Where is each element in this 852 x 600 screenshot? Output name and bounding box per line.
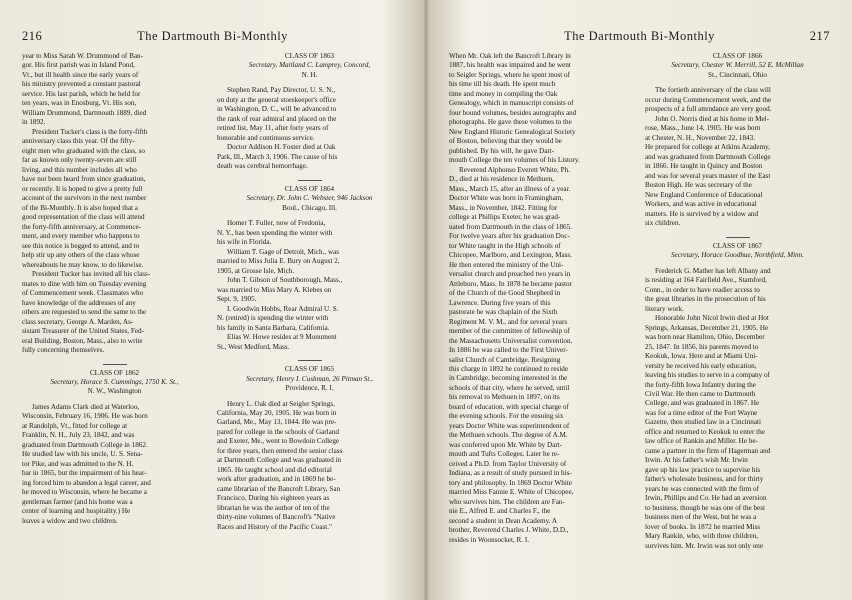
text-line: literary work. — [645, 304, 684, 313]
text-line: Mary Rankin, who, with three children, — [645, 532, 759, 541]
text-line: John T. Gibson of Southborough, Mass., — [227, 276, 343, 285]
running-head: The Dartmouth Bi-Monthly — [137, 29, 288, 43]
text-line: in Washington, D. C., will be advanced to — [217, 105, 337, 114]
class-heading: CLASS OF 1865 — [284, 365, 335, 374]
text-line: business men of the West, but he was a — [645, 513, 757, 522]
text-line: board of education, with special charge of — [449, 402, 569, 411]
text-line: ten years, was in Enosburg, Vt. His son, — [22, 99, 137, 108]
text-line: of Commencement week. Classmates who — [22, 289, 144, 298]
text-line: Stephen Rand, Pay Director, U. S. N., — [227, 86, 335, 95]
text-line: year to Miss Sarah W. Drummond of Ban- — [22, 52, 143, 60]
text-line: center of learning and hospitality.) He — [22, 507, 131, 516]
text-line: Attleboro, Mass. In 1878 he became pastor — [449, 279, 572, 288]
text-line: work after graduation, and in 1869 he be- — [217, 475, 336, 484]
text-line: whereabouts he may know, to do likewise. — [22, 260, 144, 269]
class-secretary: Secretary, Dr. John C. Webster, 946 Jackson — [246, 194, 373, 203]
text-line: eight men who graduated with the class, so — [22, 146, 145, 155]
text-line: gave up his law practice to supervise his — [645, 465, 761, 474]
text-line: was conferred upon Mr. White by Dart- — [449, 440, 563, 449]
text-line: Sept. 9, 1905. — [217, 295, 257, 304]
text-line: his ministry prevented a constant pastoral — [22, 80, 141, 89]
text-line: Honorable John Nicol Irwin died at Hot — [655, 314, 769, 323]
text-line: College, and was graduated in 1867. He — [645, 399, 760, 408]
text-line: fully concerning themselves. — [22, 346, 105, 355]
text-line: law office of Rankin and Miller. He be- — [645, 437, 758, 446]
text-line: service. His last parish, which he held for — [22, 89, 141, 98]
text-line: New England Historic Genealogical Society — [449, 127, 576, 136]
text-line: Francisco. During his eighteen years as — [217, 494, 330, 503]
text-line: help stir up any others of the class whose — [22, 251, 140, 260]
text-line: he moved to Wisconsin, where he became a — [22, 488, 147, 497]
page-number: 216 — [22, 29, 43, 43]
text-line: class secretary, George A. Marden, As- — [22, 317, 134, 326]
text-line: occur during Commencement week, and the — [645, 95, 772, 104]
text-line: second a student in Dean Academy. A — [449, 516, 558, 525]
text-line: Wisconsin, February 16, 1906. He was born — [22, 412, 148, 421]
left-column-2 — [217, 52, 402, 532]
text-line: at Randolph, Vt., fitted for college at — [22, 421, 128, 430]
text-line: leaving his studies to serve in a company of — [645, 371, 770, 380]
text-line: six children. — [645, 219, 681, 228]
text-line: Boston High. He was secretary of the — [645, 181, 752, 190]
text-line: account of the survivors in the next number — [22, 194, 147, 203]
right-column-1 — [449, 52, 634, 545]
class-secretary-address: Boul., Chicago, Ill. — [282, 203, 337, 212]
text-line: He studied law with his uncle, U. S. Sena- — [22, 450, 143, 459]
text-line: the forty-fifth anniversary, at Commence- — [22, 222, 142, 231]
text-line: William T. Gage of Detroit, Mich., was — [227, 247, 340, 256]
text-line: far as known only twenty-seven are still — [22, 156, 137, 165]
text-line: Mass., March 15, after an illness of a year. — [449, 184, 571, 193]
text-line: in 1892. — [22, 118, 46, 127]
text-line: brother, Reverend Charles J. White, D.D., — [449, 526, 569, 535]
text-line: came a partner in the firm of Hagerman and — [645, 446, 771, 455]
text-line: versity he received his early education, — [645, 361, 757, 370]
text-line: good representation of the class will attend — [22, 213, 145, 222]
text-line: and was for several years master of the East — [645, 171, 771, 180]
text-line: President Tucker has invited all his class- — [32, 270, 151, 279]
text-line: Elias W. Howe resides at 9 Monument — [227, 333, 337, 342]
text-line: bar in 1865, but the impairment of his hear- — [22, 469, 147, 478]
section-rule — [103, 364, 127, 365]
text-line: of Boston, believing that they would be — [449, 137, 562, 146]
section-rule — [298, 180, 322, 181]
text-line: his removal to Methuen in 1897, on its — [449, 393, 560, 402]
text-line: see this notice is begged to attend, and to — [22, 241, 140, 250]
class-heading: CLASS OF 1867 — [712, 241, 763, 250]
text-line: was born near Hamilton, Ohio, December — [645, 333, 765, 342]
text-line: Irwin, Phillips and Co. He had an aversion — [645, 494, 767, 503]
class-heading: CLASS OF 1866 — [712, 52, 763, 60]
text-line: Franklin, N. H., July 23, 1842, and was — [22, 431, 135, 440]
text-line: prospects of a full attendance are very good. — [645, 105, 772, 114]
text-line: the Massachusetts Universalist convention. — [449, 336, 573, 345]
text-line: When Mr. Oak left the Bancroft Library in — [449, 52, 571, 60]
class-secretary: Secretary, Horace S. Cummings, 1750 K. St., — [50, 377, 179, 386]
text-line: John O. Norris died at his home in Mel- — [655, 114, 770, 123]
text-line: years he was connected with the firm of — [645, 484, 760, 493]
text-line: ment, and every member who happens to — [22, 232, 140, 241]
text-line: schools of that city, where he served, until — [449, 383, 570, 392]
text-line: who survives him. The children are Fan- — [449, 497, 565, 506]
left-page — [0, 0, 425, 600]
text-line: Garland, Me., May 13, 1844. He was pre- — [217, 418, 337, 427]
class-secretary-address: Providence, R. I. — [285, 384, 334, 393]
text-line: graduated from Dartmouth College in 1862. — [22, 440, 148, 449]
text-line: on duty at the general storekeeper's office — [217, 95, 336, 104]
text-line: death was cerebral hemorrhage. — [217, 162, 308, 171]
text-line: living, and this number includes all who — [22, 165, 137, 174]
text-line: Conn., in order to have readier access to — [645, 285, 760, 294]
class-secretary-address: N. W., Washington — [87, 387, 142, 396]
text-line: and Exeter, Me., went to Bowdoin College — [217, 437, 340, 446]
text-line: Regiment M. V. M., and for several years — [449, 317, 568, 326]
text-line: 1865. He taught school and did editorial — [217, 465, 332, 474]
text-line: ing forced him to abandon a legal career, and — [22, 478, 151, 487]
text-line: resides in Woonsocket, R. I. — [449, 535, 530, 544]
text-line: I. Goodwin Hobbs, Rear Admiral U. S. — [227, 304, 339, 313]
text-line: James Adams Clark died at Waterloo, — [32, 402, 140, 411]
text-line: his time till his death. He spent much — [449, 80, 556, 89]
text-line: rose, Mass., June 14, 1905. He was born — [645, 124, 761, 133]
text-line: anniversary class this year. Of the fifty- — [22, 137, 135, 146]
text-line: have not been heard from since graduation, — [22, 175, 146, 184]
text-line: Lawrence. During five years of this — [449, 298, 551, 307]
text-line: Genealogy, which in manuscript consists of — [449, 99, 574, 108]
text-line: his family in Santa Barbara, California. — [217, 323, 330, 332]
text-line: was married to Miss Mary A. Klebes on — [217, 285, 332, 294]
text-line: sistant Treasurer of the United States, Fed- — [22, 327, 144, 336]
text-line: retired list, May 11, after forty years of — [217, 124, 329, 133]
section-rule — [726, 237, 750, 238]
text-line: Park, Ill., March 3, 1906. The cause of his — [217, 152, 338, 161]
class-secretary-address: St., Cincinnati, Ohio — [708, 70, 767, 79]
text-line: In 1886 he was called to the First Univer- — [449, 346, 568, 355]
text-line: years Doctor White was superintendent of — [449, 421, 570, 430]
text-line: this charge in 1892 he continued to reside — [449, 364, 569, 373]
text-line: gentleman farmer (and his home was a — [22, 497, 133, 506]
text-line: He then entered the ministry of the Uni- — [449, 260, 564, 269]
text-line: leaves a widow and two children. — [22, 516, 118, 525]
text-line: D., died at his residence in Methuen, — [449, 175, 554, 184]
text-line: mates to dine with him on Tuesday evening — [22, 279, 147, 288]
class-secretary: Secretary, Henry I. Cushman, 26 Pitman St., — [246, 374, 373, 383]
text-line: ceived a Ph.D. from Taylor University of — [449, 459, 567, 468]
text-line: librarian he was the author of ten of the — [217, 503, 330, 512]
text-line: Homer T. Fuller, now of Fredonia, — [227, 219, 326, 228]
right-column-2 — [645, 52, 830, 551]
text-line: married Miss Fannie E. White of Chicopee, — [449, 488, 574, 497]
text-line: time and money in compiling the Oak — [449, 89, 558, 98]
text-line: the Methuen schools. The degree of A.M. — [449, 431, 568, 440]
left-page-header — [22, 29, 403, 45]
text-line: Races and History of the Pacific Coast." — [217, 522, 332, 531]
right-page-header — [449, 29, 830, 45]
class-secretary: Secretary, Horace Goodhue, Northfield, Minn. — [670, 251, 804, 260]
text-line: was for a time editor of the Fort Wayne — [645, 408, 758, 417]
text-line: New England Conference of Educational — [645, 190, 763, 199]
text-line: married to Miss Julia E. Bury on August 2, — [217, 257, 340, 266]
text-line: member of the committee of fellowship of — [449, 327, 570, 336]
right-page — [427, 0, 852, 600]
text-line: published. By his will, he gave Dart- — [449, 146, 555, 155]
text-line: Keokuk, Iowa. Here and at Miami Uni- — [645, 352, 758, 361]
text-line: salist Church of Cambridge. Resigning — [449, 355, 561, 364]
text-line: 25, 1847. In 1856, his parents moved to — [645, 342, 759, 351]
text-line: in Cambridge, becoming interested in the — [449, 374, 568, 383]
text-line: matters. He is survived by a widow and — [645, 209, 759, 218]
text-line: college at Phillips Exeter, he was grad- — [449, 213, 561, 222]
text-line: uated from Dartmouth in the class of 1865. — [449, 222, 572, 231]
text-line: honorable and continuous service. — [217, 133, 315, 142]
text-line: gor. His first parish was in Island Pond, — [22, 61, 135, 70]
text-line: versalist church and preached two years in — [449, 270, 571, 279]
text-line: thirty-nine volumes of Bancroft's "Native — [217, 513, 336, 522]
text-line: Mass., in November, 1842. Fitting for — [449, 203, 558, 212]
text-line: have knowledge of the addresses of any — [22, 298, 136, 307]
text-line: to Seigler Springs, where he spent most of — [449, 70, 570, 79]
text-line: survives him. Mr. Irwin was not only one — [645, 541, 764, 550]
text-line: Reverend Alphonso Everett White, Ph. — [459, 165, 570, 174]
text-line: Gazette, then studied law in a Cincinnati — [645, 418, 762, 427]
text-line: others are requested to send the same to the — [22, 308, 147, 317]
text-line: N. (retired) is spending the winter with — [217, 314, 329, 323]
text-line: for three years, then entered the senior class — [217, 446, 343, 455]
text-line: Frederick G. Mather has left Albany and — [655, 266, 771, 275]
text-line: of the Bi-Monthly. It is also hoped that a — [22, 203, 138, 212]
text-line: Doctor White was born in Framingham, — [449, 194, 564, 203]
text-line: tor Pike, and was admitted to the N. H. — [22, 459, 134, 468]
text-line: California, May 20, 1905. He was born in — [217, 408, 337, 417]
text-line: He prepared for college at Atkins Academy, — [645, 143, 771, 152]
text-line: of the Church of the Good Shepherd in — [449, 289, 561, 298]
text-line: William Drummond, Dartmouth 1889, died — [22, 108, 147, 117]
text-line: his wife in Florida. — [217, 238, 272, 247]
text-line: to business, though he was one of the best — [645, 503, 765, 512]
text-line: tor White taught in the High schools of — [449, 241, 561, 250]
text-line: office and returned to Keokuk to enter the — [645, 427, 765, 436]
text-line: 1887, his health was impaired and he went — [449, 61, 571, 70]
text-line: N. Y., has been spending the winter with — [217, 228, 333, 237]
text-line: eral Building, Boston, Mass., also to write — [22, 336, 143, 345]
text-line: For twelve years after his graduation Doc- — [449, 232, 570, 241]
text-line: at Dartmouth College and was graduated in — [217, 456, 342, 465]
class-secretary: Secretary, Maitland C. Lamprey, Concord, — [248, 61, 371, 70]
text-line: Springs, Arkansas, December 21, 1905. He — [645, 323, 769, 332]
class-heading: CLASS OF 1863 — [284, 52, 335, 60]
text-line: Indiana, as a result of study pursued in his- — [449, 469, 572, 478]
text-line: 1905, at Grosse Isle, Mich. — [217, 266, 295, 275]
class-secretary: Secretary, Chester W. Merrill, 52 E. McMillan — [671, 61, 804, 70]
text-line: nie E., Alfred E. and Charles F., the — [449, 507, 551, 516]
text-line: The fortieth anniversary of the class will — [655, 86, 771, 95]
class-heading: CLASS OF 1862 — [89, 368, 140, 377]
text-line: the forty-fifth Iowa Infantry during the — [645, 380, 756, 389]
left-column-1 — [22, 52, 207, 526]
text-line: the evening schools. For the ensuing six — [449, 412, 564, 421]
text-line: mouth College the ten volumes of his Listory. — [449, 156, 580, 165]
text-line: Henry L. Oak died at Seigler Springs, — [227, 399, 335, 408]
text-line: Vt., but ill health since the early years of — [22, 70, 139, 79]
text-line: photographs. He gave these volumes to the — [449, 118, 572, 127]
text-line: the great libraries in the prosecution of his — [645, 295, 766, 304]
text-line: Workers, and was active in educational — [645, 200, 757, 209]
class-heading: CLASS OF 1864 — [284, 184, 335, 193]
page-number: 217 — [809, 29, 830, 43]
text-line: at Chester, N. H., November 22, 1843. — [645, 133, 755, 142]
text-line: Chicopee, Marlboro, and Lexington, Mass. — [449, 251, 572, 260]
text-line: Doctor Addison H. Foster died at Oak — [227, 143, 336, 152]
text-line: pastorate he was chaplain of the Sixth — [449, 308, 558, 317]
text-line: the rank of rear admiral and placed on the — [217, 114, 337, 123]
text-line: in 1866. He taught in Quincy and Boston — [645, 162, 763, 171]
text-line: four bound volumes, besides autographs and — [449, 108, 577, 117]
text-line: President Tucker's class is the forty-fifth — [32, 127, 148, 136]
text-line: mouth and Tufts Colleges. Later he re- — [449, 450, 560, 459]
running-head: The Dartmouth Bi-Monthly — [564, 29, 715, 43]
text-line: and was graduated from Dartmouth College — [645, 152, 771, 161]
section-rule — [298, 360, 322, 361]
text-line: or recently. It is hoped to give a pretty full — [22, 184, 143, 193]
class-secretary-address: N. H. — [301, 70, 318, 79]
text-line: Irwin. At his father's wish Mr. Irwin — [645, 456, 748, 465]
text-line: tory and philosophy. In 1869 Doctor White — [449, 478, 572, 487]
text-line: St., West Medford, Mass. — [217, 342, 290, 351]
text-line: Civil War. He then came to Dartmouth — [645, 389, 756, 398]
text-line: is residing at 164 Fairfield Ave., Stamford, — [645, 276, 767, 285]
text-line: pared for college in the schools of Garland — [217, 427, 339, 436]
text-line: came librarian of the Bancroft Library, San — [217, 484, 341, 493]
text-line: lover of books. In 1872 he married Miss — [645, 522, 761, 531]
text-line: father's wholesale business, and for thirty — [645, 475, 764, 484]
